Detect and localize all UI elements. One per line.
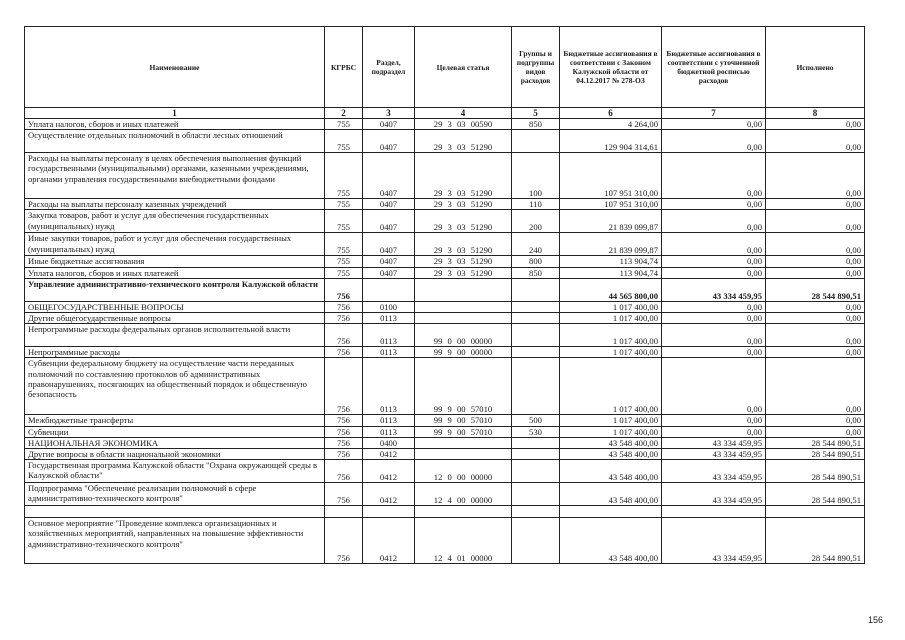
table-row xyxy=(25,267,865,278)
row-section: 0113 xyxy=(363,415,415,426)
column-number: 3 xyxy=(363,108,415,119)
row-target: 99 9 00 57010 xyxy=(415,415,512,426)
row-name: Закупка товаров, работ и услуг для обеспечения государственных (муниципальных) нужд xyxy=(25,210,325,233)
row-law-amount: 107 951 310,00 xyxy=(560,153,662,199)
row-kgrbs: 756 xyxy=(325,437,363,448)
row-law-amount: 43 548 400,00 xyxy=(560,449,662,460)
table-row xyxy=(25,449,865,460)
column-number: 1 xyxy=(25,108,325,119)
row-law-amount: 44 565 800,00 xyxy=(560,278,662,301)
budget-table xyxy=(24,26,865,564)
row-name: Основное мероприятие "Проведение комплекса организационных и хозяйственных мероприятий, направленных на повышение эффективности административно-технического контроля" xyxy=(25,518,325,564)
row-executed-amount: 0,00 xyxy=(766,347,865,358)
table-row xyxy=(25,437,865,448)
table-row xyxy=(25,347,865,358)
row-section: 0113 xyxy=(363,358,415,415)
row-target: 12 4 00 00000 xyxy=(415,483,512,506)
row-kgrbs: 755 xyxy=(325,233,363,256)
row-section: 0412 xyxy=(363,518,415,564)
row-executed-amount: 28 544 890,51 xyxy=(766,460,865,483)
table-row xyxy=(25,301,865,312)
row-kgrbs: 756 xyxy=(325,313,363,324)
row-law-amount: 129 904 314,61 xyxy=(560,130,662,153)
row-executed-amount: 0,00 xyxy=(766,119,865,130)
row-revised-amount: 43 334 459,95 xyxy=(662,278,766,301)
row-group: 110 xyxy=(512,199,560,210)
row-section: 0113 xyxy=(363,313,415,324)
row-spacer xyxy=(25,506,865,518)
row-section: 0412 xyxy=(363,460,415,483)
row-kgrbs: 756 xyxy=(325,347,363,358)
row-law-amount: 43 548 400,00 xyxy=(560,518,662,564)
row-kgrbs: 756 xyxy=(325,426,363,437)
row-kgrbs: 756 xyxy=(325,358,363,415)
row-executed-amount: 28 544 890,51 xyxy=(766,437,865,448)
row-target: 29 3 03 00590 xyxy=(415,119,512,130)
row-target: 99 9 00 00000 xyxy=(415,347,512,358)
row-group: 100 xyxy=(512,153,560,199)
header-name: Наименование xyxy=(25,27,325,108)
row-executed-amount: 0,00 xyxy=(766,415,865,426)
row-revised-amount: 0,00 xyxy=(662,426,766,437)
header-kgrbs: КГРБС xyxy=(325,27,363,108)
table-header xyxy=(25,27,865,119)
empty-cell xyxy=(662,506,766,518)
table-row xyxy=(25,415,865,426)
column-number: 7 xyxy=(662,108,766,119)
row-name: Субвенции xyxy=(25,426,325,437)
row-target xyxy=(415,278,512,301)
row-target: 29 3 03 51290 xyxy=(415,267,512,278)
row-section: 0407 xyxy=(363,130,415,153)
row-section: 0407 xyxy=(363,210,415,233)
row-revised-amount: 0,00 xyxy=(662,210,766,233)
row-group xyxy=(512,518,560,564)
row-target: 29 3 03 51290 xyxy=(415,210,512,233)
row-law-amount: 21 839 099,87 xyxy=(560,210,662,233)
column-number: 8 xyxy=(766,108,865,119)
row-revised-amount: 0,00 xyxy=(662,267,766,278)
row-revised-amount: 0,00 xyxy=(662,130,766,153)
row-name: Другие общегосударственные вопросы xyxy=(25,313,325,324)
row-section: 0113 xyxy=(363,347,415,358)
row-revised-amount: 0,00 xyxy=(662,233,766,256)
row-section: 0400 xyxy=(363,437,415,448)
column-number: 4 xyxy=(415,108,512,119)
row-group: 850 xyxy=(512,119,560,130)
row-law-amount: 1 017 400,00 xyxy=(560,358,662,415)
row-target xyxy=(415,449,512,460)
row-name: Иные бюджетные ассигнования xyxy=(25,256,325,267)
row-section: 0412 xyxy=(363,483,415,506)
row-section: 0113 xyxy=(363,324,415,347)
table-row xyxy=(25,324,865,347)
row-group xyxy=(512,324,560,347)
row-group xyxy=(512,460,560,483)
row-executed-amount: 0,00 xyxy=(766,324,865,347)
row-name: Субвенции федеральному бюджету на осуществление части переданных полномочий по составлению протоколов об административных правонарушениях, посягающих на общественный порядок и общественную безопасность xyxy=(25,358,325,415)
header-law-allocations: Бюджетные ассигнования в соответствии с Законом Калужской области от 04.12.2017 № 278-ОЗ xyxy=(560,27,662,108)
row-section: 0407 xyxy=(363,233,415,256)
row-law-amount: 21 839 099,87 xyxy=(560,233,662,256)
row-target: 12 4 01 00000 xyxy=(415,518,512,564)
row-revised-amount: 43 334 459,95 xyxy=(662,460,766,483)
row-name: Другие вопросы в области национальной экономики xyxy=(25,449,325,460)
table-row xyxy=(25,483,865,506)
row-revised-amount: 0,00 xyxy=(662,153,766,199)
row-name: Управление административно-технического контроля Калужской области xyxy=(25,278,325,301)
row-target xyxy=(415,437,512,448)
empty-cell xyxy=(560,506,662,518)
row-law-amount: 1 017 400,00 xyxy=(560,324,662,347)
row-name: Иные закупки товаров, работ и услуг для обеспечения государственных (муниципальных) нужд xyxy=(25,233,325,256)
row-name: Непрограммные расходы федеральных органов исполнительной власти xyxy=(25,324,325,347)
row-name: Расходы на выплаты персоналу в целях обеспечения выполнения функций государственными (муниципальными) органами, казенными учреждениями, органами управления государственными внебюджетными фондами xyxy=(25,153,325,199)
row-group xyxy=(512,449,560,460)
row-name: Подпрограмма "Обеспечение реализации полномочий в сфере административно-технического контроля" xyxy=(25,483,325,506)
row-revised-amount: 0,00 xyxy=(662,199,766,210)
header-target: Целевая статья xyxy=(415,27,512,108)
row-group xyxy=(512,437,560,448)
row-target xyxy=(415,301,512,312)
row-executed-amount: 0,00 xyxy=(766,199,865,210)
row-law-amount: 1 017 400,00 xyxy=(560,415,662,426)
row-law-amount: 113 904,74 xyxy=(560,256,662,267)
empty-cell xyxy=(415,506,512,518)
row-executed-amount: 0,00 xyxy=(766,153,865,199)
row-kgrbs: 755 xyxy=(325,267,363,278)
header-groups: Группы и подгруппы видов расходов xyxy=(512,27,560,108)
row-revised-amount: 0,00 xyxy=(662,324,766,347)
row-target: 12 0 00 00000 xyxy=(415,460,512,483)
column-number: 6 xyxy=(560,108,662,119)
row-executed-amount: 0,00 xyxy=(766,313,865,324)
row-executed-amount: 0,00 xyxy=(766,210,865,233)
row-group: 800 xyxy=(512,256,560,267)
empty-cell xyxy=(25,506,325,518)
row-name: Уплата налогов, сборов и иных платежей xyxy=(25,267,325,278)
row-revised-amount: 43 334 459,95 xyxy=(662,437,766,448)
row-target: 29 3 03 51290 xyxy=(415,153,512,199)
row-revised-amount: 43 334 459,95 xyxy=(662,483,766,506)
row-section: 0407 xyxy=(363,153,415,199)
row-target: 99 9 00 57010 xyxy=(415,426,512,437)
row-executed-amount: 28 544 890,51 xyxy=(766,483,865,506)
row-law-amount: 1 017 400,00 xyxy=(560,301,662,312)
row-target: 29 3 03 51290 xyxy=(415,199,512,210)
row-target: 29 3 03 51290 xyxy=(415,256,512,267)
table-row xyxy=(25,233,865,256)
row-kgrbs: 756 xyxy=(325,460,363,483)
row-kgrbs: 755 xyxy=(325,210,363,233)
header-revised-allocations: Бюджетные ассигнования в соответствии с уточненной бюджетной росписью расходов xyxy=(662,27,766,108)
row-kgrbs: 756 xyxy=(325,324,363,347)
row-revised-amount: 0,00 xyxy=(662,358,766,415)
row-law-amount: 113 904,74 xyxy=(560,267,662,278)
row-group xyxy=(512,278,560,301)
column-number: 2 xyxy=(325,108,363,119)
row-law-amount: 43 548 400,00 xyxy=(560,483,662,506)
row-group: 240 xyxy=(512,233,560,256)
empty-cell xyxy=(325,506,363,518)
empty-cell xyxy=(512,506,560,518)
header-executed: Исполнено xyxy=(766,27,865,108)
row-executed-amount: 0,00 xyxy=(766,358,865,415)
row-revised-amount: 43 334 459,95 xyxy=(662,449,766,460)
empty-cell xyxy=(766,506,865,518)
row-revised-amount: 0,00 xyxy=(662,256,766,267)
row-name: НАЦИОНАЛЬНАЯ ЭКОНОМИКА xyxy=(25,437,325,448)
row-target xyxy=(415,313,512,324)
table-row xyxy=(25,518,865,564)
row-name: ОБЩЕГОСУДАРСТВЕННЫЕ ВОПРОСЫ xyxy=(25,301,325,312)
row-executed-amount: 0,00 xyxy=(766,426,865,437)
table-row xyxy=(25,130,865,153)
row-section xyxy=(363,278,415,301)
column-number: 5 xyxy=(512,108,560,119)
row-section: 0407 xyxy=(363,256,415,267)
row-executed-amount: 0,00 xyxy=(766,301,865,312)
row-kgrbs: 755 xyxy=(325,199,363,210)
row-law-amount: 43 548 400,00 xyxy=(560,460,662,483)
row-kgrbs: 756 xyxy=(325,483,363,506)
row-kgrbs: 755 xyxy=(325,130,363,153)
row-section: 0113 xyxy=(363,426,415,437)
row-kgrbs: 756 xyxy=(325,278,363,301)
row-executed-amount: 28 544 890,51 xyxy=(766,449,865,460)
table-row xyxy=(25,460,865,483)
row-kgrbs: 756 xyxy=(325,415,363,426)
row-group: 850 xyxy=(512,267,560,278)
row-name: Уплата налогов, сборов и иных платежей xyxy=(25,119,325,130)
row-target: 99 9 00 57010 xyxy=(415,358,512,415)
row-law-amount: 1 017 400,00 xyxy=(560,426,662,437)
table-row xyxy=(25,426,865,437)
table-row xyxy=(25,210,865,233)
row-executed-amount: 0,00 xyxy=(766,233,865,256)
table-body xyxy=(25,119,865,564)
row-revised-amount: 0,00 xyxy=(662,347,766,358)
row-kgrbs: 755 xyxy=(325,153,363,199)
table-row xyxy=(25,256,865,267)
row-executed-amount: 28 544 890,51 xyxy=(766,278,865,301)
row-law-amount: 4 264,00 xyxy=(560,119,662,130)
table-row xyxy=(25,119,865,130)
row-section: 0407 xyxy=(363,119,415,130)
row-group xyxy=(512,313,560,324)
row-revised-amount: 0,00 xyxy=(662,313,766,324)
row-section: 0407 xyxy=(363,199,415,210)
table-row xyxy=(25,153,865,199)
row-group xyxy=(512,483,560,506)
row-name: Непрограммные расходы xyxy=(25,347,325,358)
row-law-amount: 107 951 310,00 xyxy=(560,199,662,210)
table-row xyxy=(25,278,865,301)
row-section: 0407 xyxy=(363,267,415,278)
row-kgrbs: 756 xyxy=(325,301,363,312)
row-name: Расходы на выплаты персоналу казенных учреждений xyxy=(25,199,325,210)
row-kgrbs: 756 xyxy=(325,449,363,460)
table-row xyxy=(25,199,865,210)
table-row xyxy=(25,358,865,415)
row-group xyxy=(512,358,560,415)
header-section: Раздел, подраздел xyxy=(363,27,415,108)
row-revised-amount: 0,00 xyxy=(662,119,766,130)
row-group xyxy=(512,301,560,312)
row-kgrbs: 756 xyxy=(325,518,363,564)
row-group xyxy=(512,347,560,358)
row-executed-amount: 0,00 xyxy=(766,130,865,153)
row-executed-amount: 28 544 890,51 xyxy=(766,518,865,564)
row-revised-amount: 0,00 xyxy=(662,415,766,426)
row-target: 29 3 03 51290 xyxy=(415,233,512,256)
row-group: 500 xyxy=(512,415,560,426)
row-section: 0412 xyxy=(363,449,415,460)
row-law-amount: 1 017 400,00 xyxy=(560,313,662,324)
row-target: 99 0 00 00000 xyxy=(415,324,512,347)
row-group: 530 xyxy=(512,426,560,437)
row-kgrbs: 755 xyxy=(325,119,363,130)
row-group: 200 xyxy=(512,210,560,233)
row-executed-amount: 0,00 xyxy=(766,256,865,267)
table-row xyxy=(25,313,865,324)
row-kgrbs: 755 xyxy=(325,256,363,267)
row-executed-amount: 0,00 xyxy=(766,267,865,278)
row-name: Межбюджетные трансферты xyxy=(25,415,325,426)
empty-cell xyxy=(363,506,415,518)
row-name: Осуществление отдельных полномочий в области лесных отношений xyxy=(25,130,325,153)
column-number-row xyxy=(25,108,865,119)
row-revised-amount: 0,00 xyxy=(662,301,766,312)
row-revised-amount: 43 334 459,95 xyxy=(662,518,766,564)
row-group xyxy=(512,130,560,153)
row-law-amount: 43 548 400,00 xyxy=(560,437,662,448)
row-law-amount: 1 017 400,00 xyxy=(560,347,662,358)
page-number: 156 xyxy=(868,615,884,625)
row-target: 29 3 03 51290 xyxy=(415,130,512,153)
row-name: Государственная программа Калужской области "Охрана окружающей среды в Калужской области" xyxy=(25,460,325,483)
row-section: 0100 xyxy=(363,301,415,312)
